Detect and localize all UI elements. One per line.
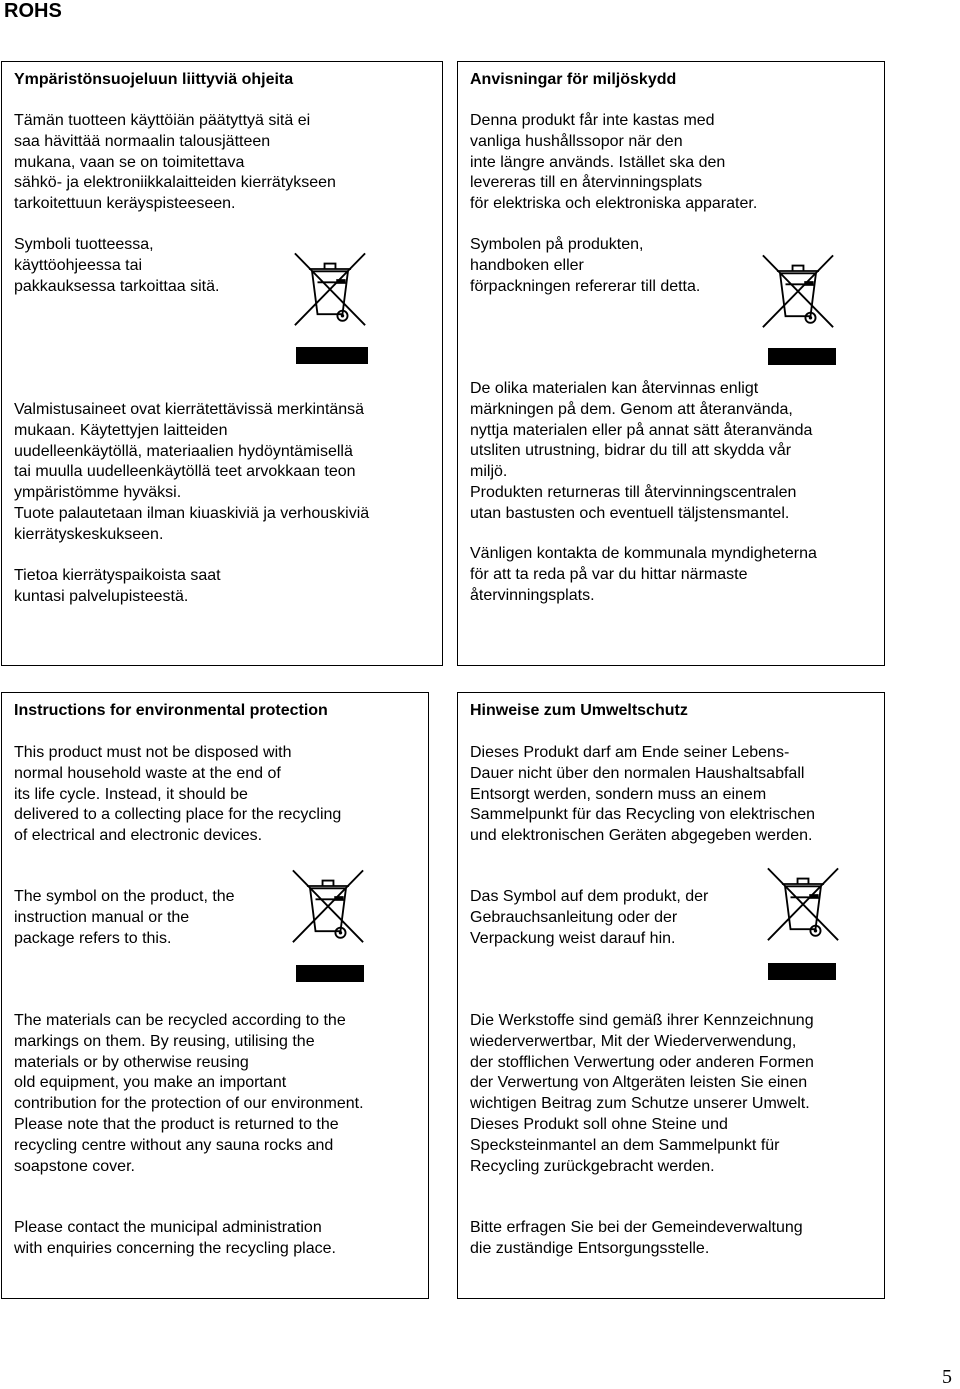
crossed-out-wheelie-bin-icon xyxy=(291,246,369,331)
black-bar xyxy=(296,965,364,982)
english-section xyxy=(1,692,429,1299)
swedish-title: Anvisningar för miljöskydd xyxy=(470,71,677,88)
crossed-out-wheelie-bin-icon xyxy=(764,861,842,946)
english-contact-text: Please contact the municipal administration with enquiries concerning the recycling place. xyxy=(14,1219,336,1257)
english-symbol-text: The symbol on the product, the instruction manual or the package refers to this. xyxy=(14,888,235,947)
page-number: 5 xyxy=(942,1366,952,1388)
finnish-materials-text: Valmistusaineet ovat kierrätettävissä merkintänsä mukaan. Käytettyjen laitteiden uudelleenkäytöllä, materiaalien hydöyntämisellä tai muulla uudelleenkäytöllä teet arvokkaan teon ympäristömme hyväksi. Tuote palautetaan ilman kiuaskiviä ja verhouskiviä kierrätyskeskukseen. xyxy=(14,401,370,543)
black-bar xyxy=(768,963,836,980)
finnish-disposal-text: Tämän tuotteen käyttöiän päätyttyä sitä ei saa hävittää normaalin talousjätteen mukana, vaan se on toimitettava sähkö- ja elektroniikkalaitteiden kierrätykseen tarkoitettuun keräyspisteeseen. xyxy=(14,112,336,213)
crossed-out-wheelie-bin-icon xyxy=(759,248,837,333)
finnish-title: Ympäristönsuojeluun liittyviä ohjeita xyxy=(14,71,294,88)
english-disposal-text: This product must not be disposed with normal household waste at the end of its life cycle. Instead, it should be delivered to a collecting place for the recycling of electrical and electronic devices. xyxy=(14,744,342,845)
german-title: Hinweise zum Umweltschutz xyxy=(470,702,688,719)
crossed-out-wheelie-bin-icon xyxy=(289,863,367,948)
english-materials-text: The materials can be recycled according to the markings on them. By reusing, utilising the materials or by otherwise reusing old equipment, you make an important contribution for the protection of our environment. Please note that the product is returned to the recycling centre without any sauna rocks and soapstone cover. xyxy=(14,1012,364,1175)
german-materials-text: Die Werkstoffe sind gemäß ihrer Kennzeichnung wiederverwertbar, Mit der Wiederverwendung, der stofflichen Verwertung oder anderen Formen der Verwertung von Altgeräten leisten Sie einen wichtigen Beitrag zum Schutze unserer Umwelt. Dieses Produkt soll ohne Steine und Specksteinmantel an dem Sammelpunkt für Recycling zurückgebracht werden. xyxy=(470,1012,814,1175)
german-symbol-text: Das Symbol auf dem produkt, der Gebrauchsanleitung oder der Verpackung weist darauf hin. xyxy=(470,888,709,947)
german-section xyxy=(457,692,885,1299)
german-contact-text: Bitte erfragen Sie bei der Gemeindeverwaltung die zuständige Entsorgungsstelle. xyxy=(470,1219,803,1257)
swedish-materials-text: De olika materialen kan återvinnas enligt märkningen på dem. Genom att återanvända, nyttja materialen eller på annat sätt återanvända utsliten utrustning, bidrar du till att skydda vår miljö. Produkten returneras till återvinningscentralen utan bastusten och eventuell täljstensmantel. xyxy=(470,380,813,522)
swedish-contact-text: Vänligen kontakta de kommunala myndigheterna för att ta reda på var du hittar närmaste återvinningsplats. xyxy=(470,545,817,604)
english-title: Instructions for environmental protection xyxy=(14,702,328,719)
black-bar xyxy=(768,348,836,365)
black-bar xyxy=(296,347,368,364)
swedish-disposal-text: Denna produkt får inte kastas med vanliga hushållssopor när den inte längre används. Istället ska den levereras till en återvinningsplats för elektriska och elektroniska apparater. xyxy=(470,112,758,213)
finnish-symbol-text: Symboli tuotteessa, käyttöohjeessa tai pakkauksessa tarkoittaa sitä. xyxy=(14,236,220,295)
finnish-section xyxy=(1,61,443,666)
page-title: ROHS xyxy=(4,0,62,22)
swedish-section xyxy=(457,61,885,666)
finnish-contact-text: Tietoa kierrätyspaikoista saat kuntasi palvelupisteestä. xyxy=(14,567,221,605)
swedish-symbol-text: Symbolen på produkten, handboken eller förpackningen refererar till detta. xyxy=(470,236,701,295)
german-disposal-text: Dieses Produkt darf am Ende seiner Lebens- Dauer nicht über den normalen Haushaltsabfall Entsorgt werden, sondern muss an einem Sammelpunkt für das Recycling von elektrischen und elektronischen Geräten abgegeben werden. xyxy=(470,744,816,845)
